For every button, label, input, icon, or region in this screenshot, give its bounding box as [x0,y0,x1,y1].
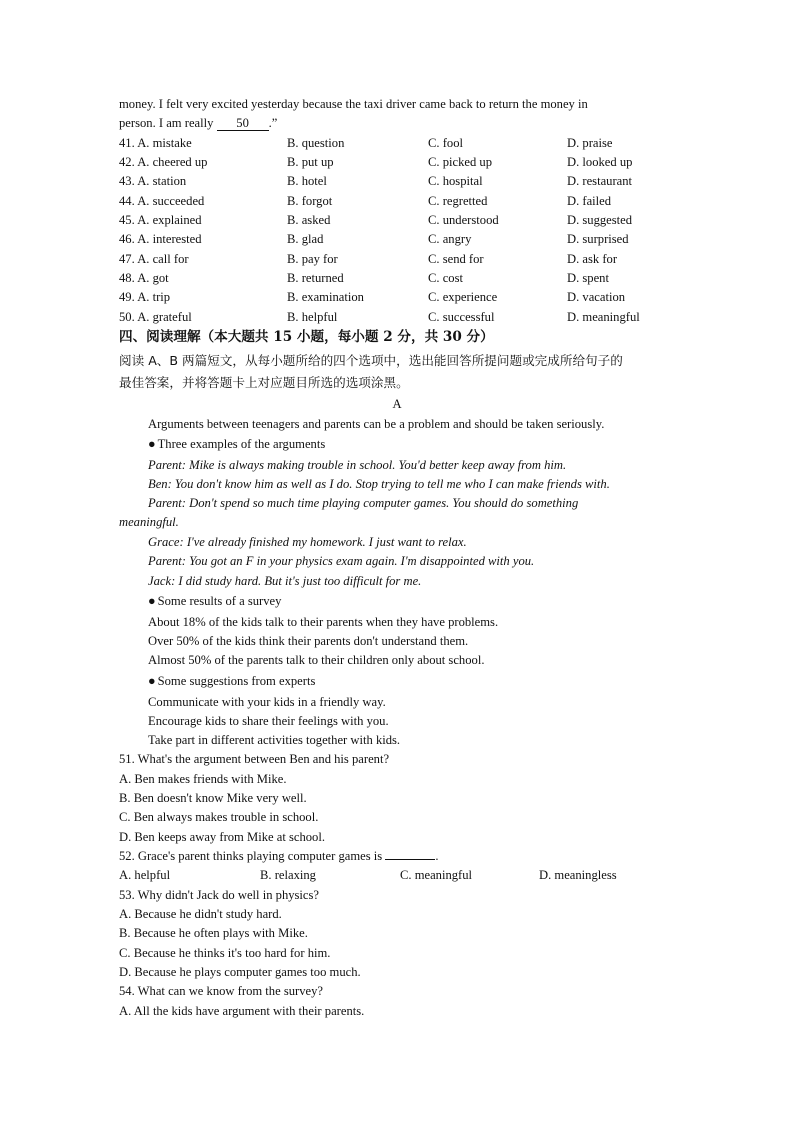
instructions-line: 最佳答案，并将答题卡上对应题目所选的选项涂黑。 [119,375,409,390]
option-c: C. fool [428,136,463,150]
option-row-50 [119,309,679,325]
section-heading: 四、阅读理解（本大题共 15 小题，每小题 2 分，共 30 分） [119,329,494,345]
option-b: B. glad [287,232,324,246]
option-d: D. restaurant [567,174,633,188]
option-a: 46. A. interested [119,232,202,246]
option-c: C. understood [428,213,499,227]
option-d: D. suggested [567,213,633,227]
suggestion-line: Encourage kids to share their feelings with you. [148,714,389,728]
suggestion-line: Communicate with your kids in a friendly way. [148,695,386,709]
option-b: B. question [287,136,345,150]
dialogue-line: Parent: Mike is always making trouble in school. You'd better keep away from him. [148,458,567,472]
option-c: C. send for [428,252,484,266]
option-row-43 [119,173,679,189]
survey-line: About 18% of the kids talk to their parents when they have problems. [148,615,499,629]
question-option: A. Ben makes friends with Mike. [119,772,287,786]
question-text: . [435,849,439,863]
option-a: 50. A. grateful [119,310,192,324]
question-option: C. Because he thinks it's too hard for him. [119,946,331,960]
option-c: C. angry [428,232,472,246]
dialogue-line: Grace: I've already finished my homework. I just want to relax. [148,535,467,549]
option-d: D. surprised [567,232,629,246]
instructions-line: 阅读 A、B 两篇短文，从每小题所给的四个选项中，选出能回答所提问题或完成所给句子的 [119,353,623,368]
question-option: A. helpful [119,868,171,882]
question-option: B. relaxing [260,868,316,882]
passage-intro: Arguments between teenagers and parents can be a problem and should be taken seriously. [148,417,605,431]
option-c: C. successful [428,310,495,324]
passage-line: money. I felt very excited yesterday because the taxi driver came back to return the money in [119,97,588,111]
option-c: C. regretted [428,194,488,208]
option-row-48 [119,270,679,286]
suggestion-line: Take part in different activities together with kids. [148,733,401,747]
passage-label: A [392,397,402,411]
option-d: D. meaningful [567,310,640,324]
passage-text: person. I am really [119,116,217,130]
dialogue-line: Parent: You got an F in your physics exam again. I'm disappointed with you. [148,554,535,568]
survey-line: Almost 50% of the parents talk to their children only about school. [148,653,485,667]
question-option: A. All the kids have argument with their parents. [119,1004,365,1018]
dialogue-line: Parent: Don't spend so much time playing computer games. You should do something [148,496,579,510]
question-text: 52. Grace's parent thinks playing computer games is [119,849,386,863]
option-a: 42. A. cheered up [119,155,208,169]
option-b: B. forgot [287,194,333,208]
bullet-heading: ● Three examples of the arguments [148,436,325,452]
answer-blank-52 [385,848,435,860]
bullet-heading: ● Some results of a survey [148,593,281,609]
option-b: B. returned [287,271,344,285]
option-row-45 [119,212,679,228]
option-a: 43. A. station [119,174,187,188]
option-b: B. pay for [287,252,338,266]
dialogue-line: Ben: You don't know him as well as I do. Stop trying to tell me who I can make friends with. [148,477,610,491]
option-b: B. hotel [287,174,327,188]
option-b: B. put up [287,155,334,169]
option-d: D. failed [567,194,612,208]
option-row-46 [119,231,679,247]
bullet-heading: ● Some suggestions from experts [148,673,315,689]
option-c: C. picked up [428,155,493,169]
question-option: B. Because he often plays with Mike. [119,926,308,940]
option-c: C. cost [428,271,463,285]
option-d: D. ask for [567,252,618,266]
dialogue-line: Jack: I did study hard. But it's just too difficult for me. [148,574,422,588]
option-a: 45. A. explained [119,213,202,227]
option-c: C. experience [428,290,498,304]
question-option: D. Ben keeps away from Mike at school. [119,830,325,844]
option-d: D. praise [567,136,613,150]
answer-blank-50: 50 [217,116,269,131]
option-c: C. hospital [428,174,483,188]
option-a: 44. A. succeeded [119,194,205,208]
question-option: B. Ben doesn't know Mike very well. [119,791,307,805]
option-row-47 [119,251,679,267]
option-b: B. examination [287,290,364,304]
question-53: 53. Why didn't Jack do well in physics? [119,888,320,902]
option-b: B. asked [287,213,331,227]
question-option: C. Ben always makes trouble in school. [119,810,319,824]
question-52-options [119,867,679,883]
option-a: 49. A. trip [119,290,171,304]
option-a: 47. A. call for [119,252,189,266]
option-row-41 [119,135,679,151]
passage-text: .” [268,116,278,130]
question-51: 51. What's the argument between Ben and his parent? [119,752,390,766]
survey-line: Over 50% of the kids think their parents don't understand them. [148,634,469,648]
question-option: D. meaningless [539,868,617,882]
question-option: C. meaningful [400,868,473,882]
option-a: 41. A. mistake [119,136,192,150]
option-d: D. looked up [567,155,633,169]
option-row-44 [119,193,679,209]
question-52 [119,848,438,864]
option-a: 48. A. got [119,271,169,285]
option-row-42 [119,154,679,170]
question-option: D. Because he plays computer games too much. [119,965,361,979]
option-d: D. spent [567,271,609,285]
question-option: A. Because he didn't study hard. [119,907,282,921]
option-b: B. helpful [287,310,338,324]
passage-line [119,115,277,131]
dialogue-line: meaningful. [119,515,179,529]
option-d: D. vacation [567,290,626,304]
question-54: 54. What can we know from the survey? [119,984,324,998]
option-row-49 [119,289,679,305]
